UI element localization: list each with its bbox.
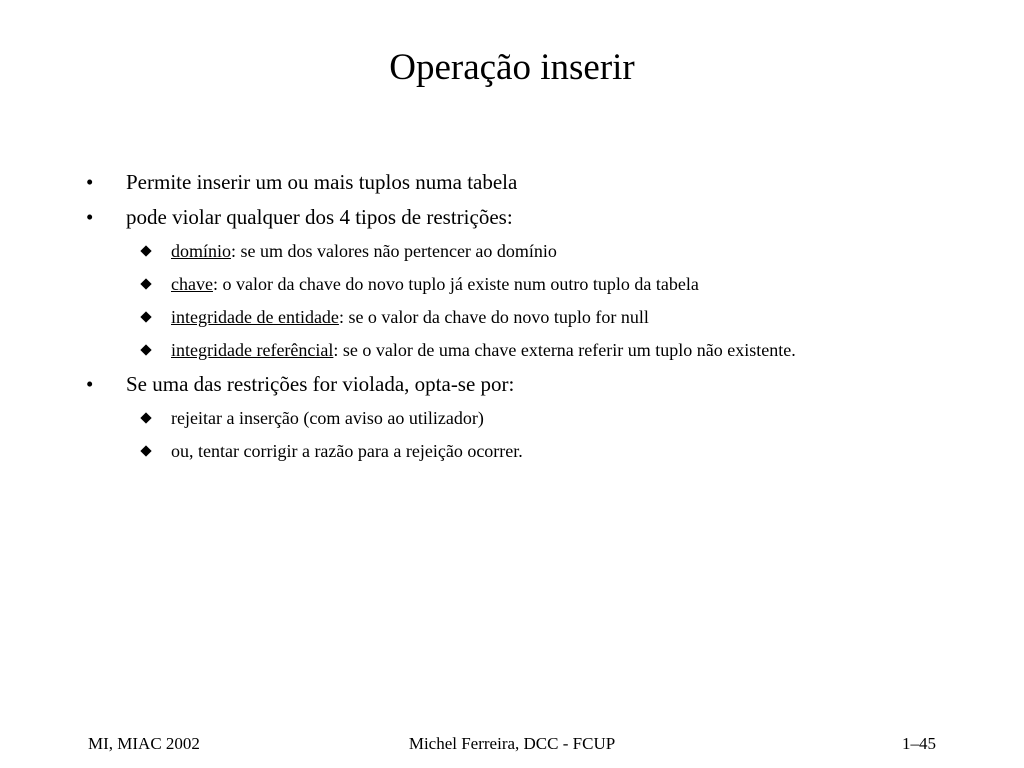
sub-bullet-item xyxy=(171,271,946,297)
sub-bullet-item xyxy=(171,304,946,330)
sub-bullet-text: : se o valor de uma chave externa referir um tuplo não existente. xyxy=(333,340,796,360)
sub-bullet-term: integridade de entidade xyxy=(171,307,339,327)
diamond-bullet-icon xyxy=(140,245,151,256)
sub-bullet-text: : o valor da chave do novo tuplo já existe num outro tuplo da tabela xyxy=(212,274,699,294)
sub-bullet-text: rejeitar a inserção (com aviso ao utilizador) xyxy=(171,408,484,428)
bullet-item xyxy=(86,370,946,398)
sub-bullet-term: chave xyxy=(171,274,213,294)
bullet-item xyxy=(86,203,946,231)
bullet-dot-icon: • xyxy=(86,372,94,396)
bullet-text: Permite inserir um ou mais tuplos numa tabela xyxy=(126,170,518,194)
slide-content xyxy=(86,168,946,471)
bullet-text: Se uma das restrições for violada, opta-se por: xyxy=(126,372,515,396)
footer-author: Michel Ferreira, DCC - FCUP xyxy=(408,734,616,753)
diamond-bullet-icon xyxy=(140,412,151,423)
bullet-dot-icon: • xyxy=(86,205,94,229)
diamond-bullet-icon xyxy=(140,445,151,456)
sub-bullet-item xyxy=(171,438,946,464)
sub-bullet-term: domínio xyxy=(171,241,232,261)
sub-bullet-text: : se o valor da chave do novo tuplo for null xyxy=(338,307,649,327)
sub-bullet-item xyxy=(171,238,946,264)
sub-bullet-text: ou, tentar corrigir a razão para a rejeição ocorrer. xyxy=(171,441,523,461)
bullet-text: pode violar qualquer dos 4 tipos de restrições: xyxy=(126,205,513,229)
diamond-bullet-icon xyxy=(140,344,151,355)
footer-course: MI, MIAC 2002 xyxy=(88,734,200,753)
sub-bullet-item xyxy=(171,337,891,363)
bullet-dot-icon: • xyxy=(86,170,94,194)
footer-page-number: 1–45 xyxy=(902,734,936,753)
diamond-bullet-icon xyxy=(140,311,151,322)
slide-title: Operação inserir xyxy=(389,47,635,88)
sub-bullet-item xyxy=(171,405,946,431)
diamond-bullet-icon xyxy=(140,278,151,289)
bullet-item xyxy=(86,168,946,196)
sub-bullet-text: : se um dos valores não pertencer ao domínio xyxy=(231,241,557,261)
sub-bullet-term: integridade referêncial xyxy=(171,340,334,360)
